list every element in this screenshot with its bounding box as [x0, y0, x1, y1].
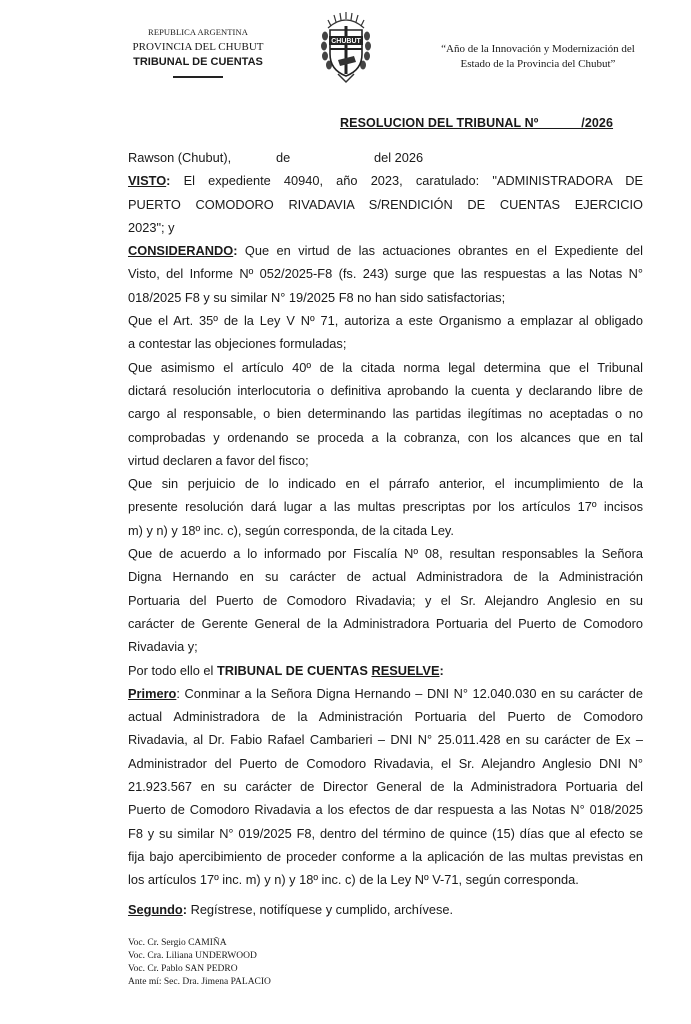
signature-line: Voc. Cr. Sergio CAMIÑA	[128, 938, 227, 948]
visto-line	[128, 169, 643, 192]
primero-line: actual Administradora de la Administración Portuaria del Puerto de Comodoro	[128, 709, 643, 725]
paragraph-line: Que el Art. 35º de la Ley V Nº 71, autoriza a este Organismo a emplazar al obligado	[128, 313, 643, 329]
visto-text: El expediente 40940, año 2023, caratulado: "ADMINISTRADORA DE	[170, 173, 643, 189]
paragraph-line: Que asimismo el artículo 40º de la citada norma legal determina que el Tribunal	[128, 359, 643, 375]
considerando-colon: :	[233, 243, 238, 259]
signatures-block	[128, 937, 271, 989]
primero-line: Puerto de Comodoro Rivadavia a los efectos de dar respuesta a las Notas N° 018/2025	[128, 802, 643, 818]
primero-colon: :	[176, 685, 180, 701]
date-month-de: de	[276, 150, 291, 165]
paragraph-line: Portuaria del Puerto de Comodoro Rivadavia; y el Sr. Alejandro Anglesio en su	[128, 592, 643, 608]
paragraph-line: Digna Hernando en su carácter de actual Administradora de la Administración	[128, 569, 643, 585]
paragraph-line: cargo al responsable, o bien determinando las partidas ilegítimas no aceptadas o no	[128, 406, 643, 422]
emblem-label: CHUBUT	[331, 38, 361, 45]
segundo-text: Regístrese, notifíquese y cumplido, archívese.	[187, 902, 454, 917]
signature-line: Voc. Cra. Liliana UNDERWOOD	[128, 951, 257, 961]
resolution-body	[128, 146, 643, 892]
primero-line: Rivadavia, al Dr. Fabio Rafael Cambarieri – DNI N° 25.011.428 en su carácter de Ex –	[128, 732, 643, 748]
motto-line-1: “Año de la Innovación y Modernización del	[441, 43, 635, 55]
paragraph-line: virtud declaren a favor del fisco;	[128, 452, 309, 468]
considerando-text: Que en virtud de las actuaciones obrantes en el Expediente del	[237, 243, 643, 259]
year-motto	[420, 42, 656, 72]
primero-label: Primero	[128, 685, 177, 701]
resuelve-prefix: Por todo ello el	[128, 662, 217, 678]
paragraph-line: m) y n) y 18º inc. c), según corresponda, de la citada Ley.	[128, 522, 454, 538]
paragraph-line: carácter de Gerente General de la Administradora Portuaria del Puerto de Comodoro	[128, 615, 643, 631]
segundo-label: Segundo	[128, 902, 183, 917]
header-rule	[173, 76, 223, 78]
visto-colon: :	[166, 173, 171, 189]
considerando-line	[128, 239, 643, 262]
considerando-label: CONSIDERANDO	[128, 243, 234, 259]
primero-line: fija bajo apercibimiento de proceder conforme a la aplicación de las multas previstas en	[128, 848, 643, 864]
visto-label: VISTO	[128, 173, 167, 189]
resuelve-colon: :	[439, 662, 444, 678]
signature-line: Voc. Cr. Pablo SAN PEDRO	[128, 964, 238, 974]
signature-line: Ante mí: Sec. Dra. Jimena PALACIO	[128, 977, 271, 987]
paragraph-line: comprobadas y ordenando se proceda a la cobranza, con los alcances que en tal	[128, 429, 643, 445]
visto-line: PUERTO COMODORO RIVADAVIA S/RENDICIÓN DE CUENTAS EJERCICIO	[128, 196, 643, 212]
primero-text: Conminar a la Señora Digna Hernando – DNI N° 12.040.030 en su carácter de	[179, 685, 643, 701]
paragraph-line: dictará resolución interlocutoria o definitiva aprobando la cuenta y declarando libre de	[128, 382, 643, 398]
date-line	[128, 146, 643, 169]
paragraph-line: Rivadavia y;	[128, 639, 198, 655]
motto-line-2: Estado de la Provincia del Chubut”	[460, 58, 616, 70]
paragraph-line: presente resolución dará lugar a las multas prescriptas por los artículos 17º incisos	[128, 499, 643, 515]
country-name: REPUBLICA ARGENTINA	[148, 27, 248, 37]
considerando-line: 018/2025 F8 y su similar N° 19/2025 F8 no han sido satisfactorias;	[128, 289, 506, 305]
primero-line: los artículos 17º inc. m) y n) y 18º inc. c) de la Ley Nº V-71, según corresponda.	[128, 872, 579, 888]
institution-name: TRIBUNAL DE CUENTAS	[133, 56, 263, 68]
visto-line: 2023"; y	[128, 219, 175, 235]
coat-of-arms-icon	[318, 10, 374, 84]
primero-line	[128, 682, 643, 705]
paragraph-line: Que sin perjuicio de lo indicado en el párrafo anterior, el incumplimiento de la	[128, 476, 643, 492]
segundo-line	[128, 902, 453, 917]
primero-line: 21.923.567 en su carácter de Director General de la Administradora Portuaria del	[128, 779, 643, 795]
letterhead	[118, 26, 278, 78]
resuelve-institution: TRIBUNAL DE CUENTAS	[216, 662, 372, 678]
paragraph-line: Que de acuerdo a lo informado por Fiscalía Nº 08, resultan responsables la Señora	[128, 546, 643, 562]
segundo-colon: :	[182, 902, 188, 917]
resuelve-line	[128, 659, 643, 682]
considerando-line: Visto, del Informe Nº 052/2025-F8 (fs. 243) surge que las respuestas a las Notas N°	[128, 266, 643, 282]
resuelve-label: RESUELVE	[371, 662, 440, 678]
resolution-title: RESOLUCION DEL TRIBUNAL Nº /2026	[340, 116, 614, 130]
date-place: Rawson (Chubut),	[128, 150, 232, 165]
date-year: del 2026	[374, 150, 424, 165]
province-name: PROVINCIA DEL CHUBUT	[132, 41, 264, 53]
primero-line: F8 y su similar N° 019/2025 F8, dentro del término de quince (15) días que al efecto se	[128, 825, 643, 841]
primero-line: Administrador del Puerto de Comodoro Rivadavia, el Sr. Alejandro Anglesio DNI N°	[128, 755, 643, 771]
paragraph-line: a contestar las objeciones formuladas;	[128, 336, 347, 352]
